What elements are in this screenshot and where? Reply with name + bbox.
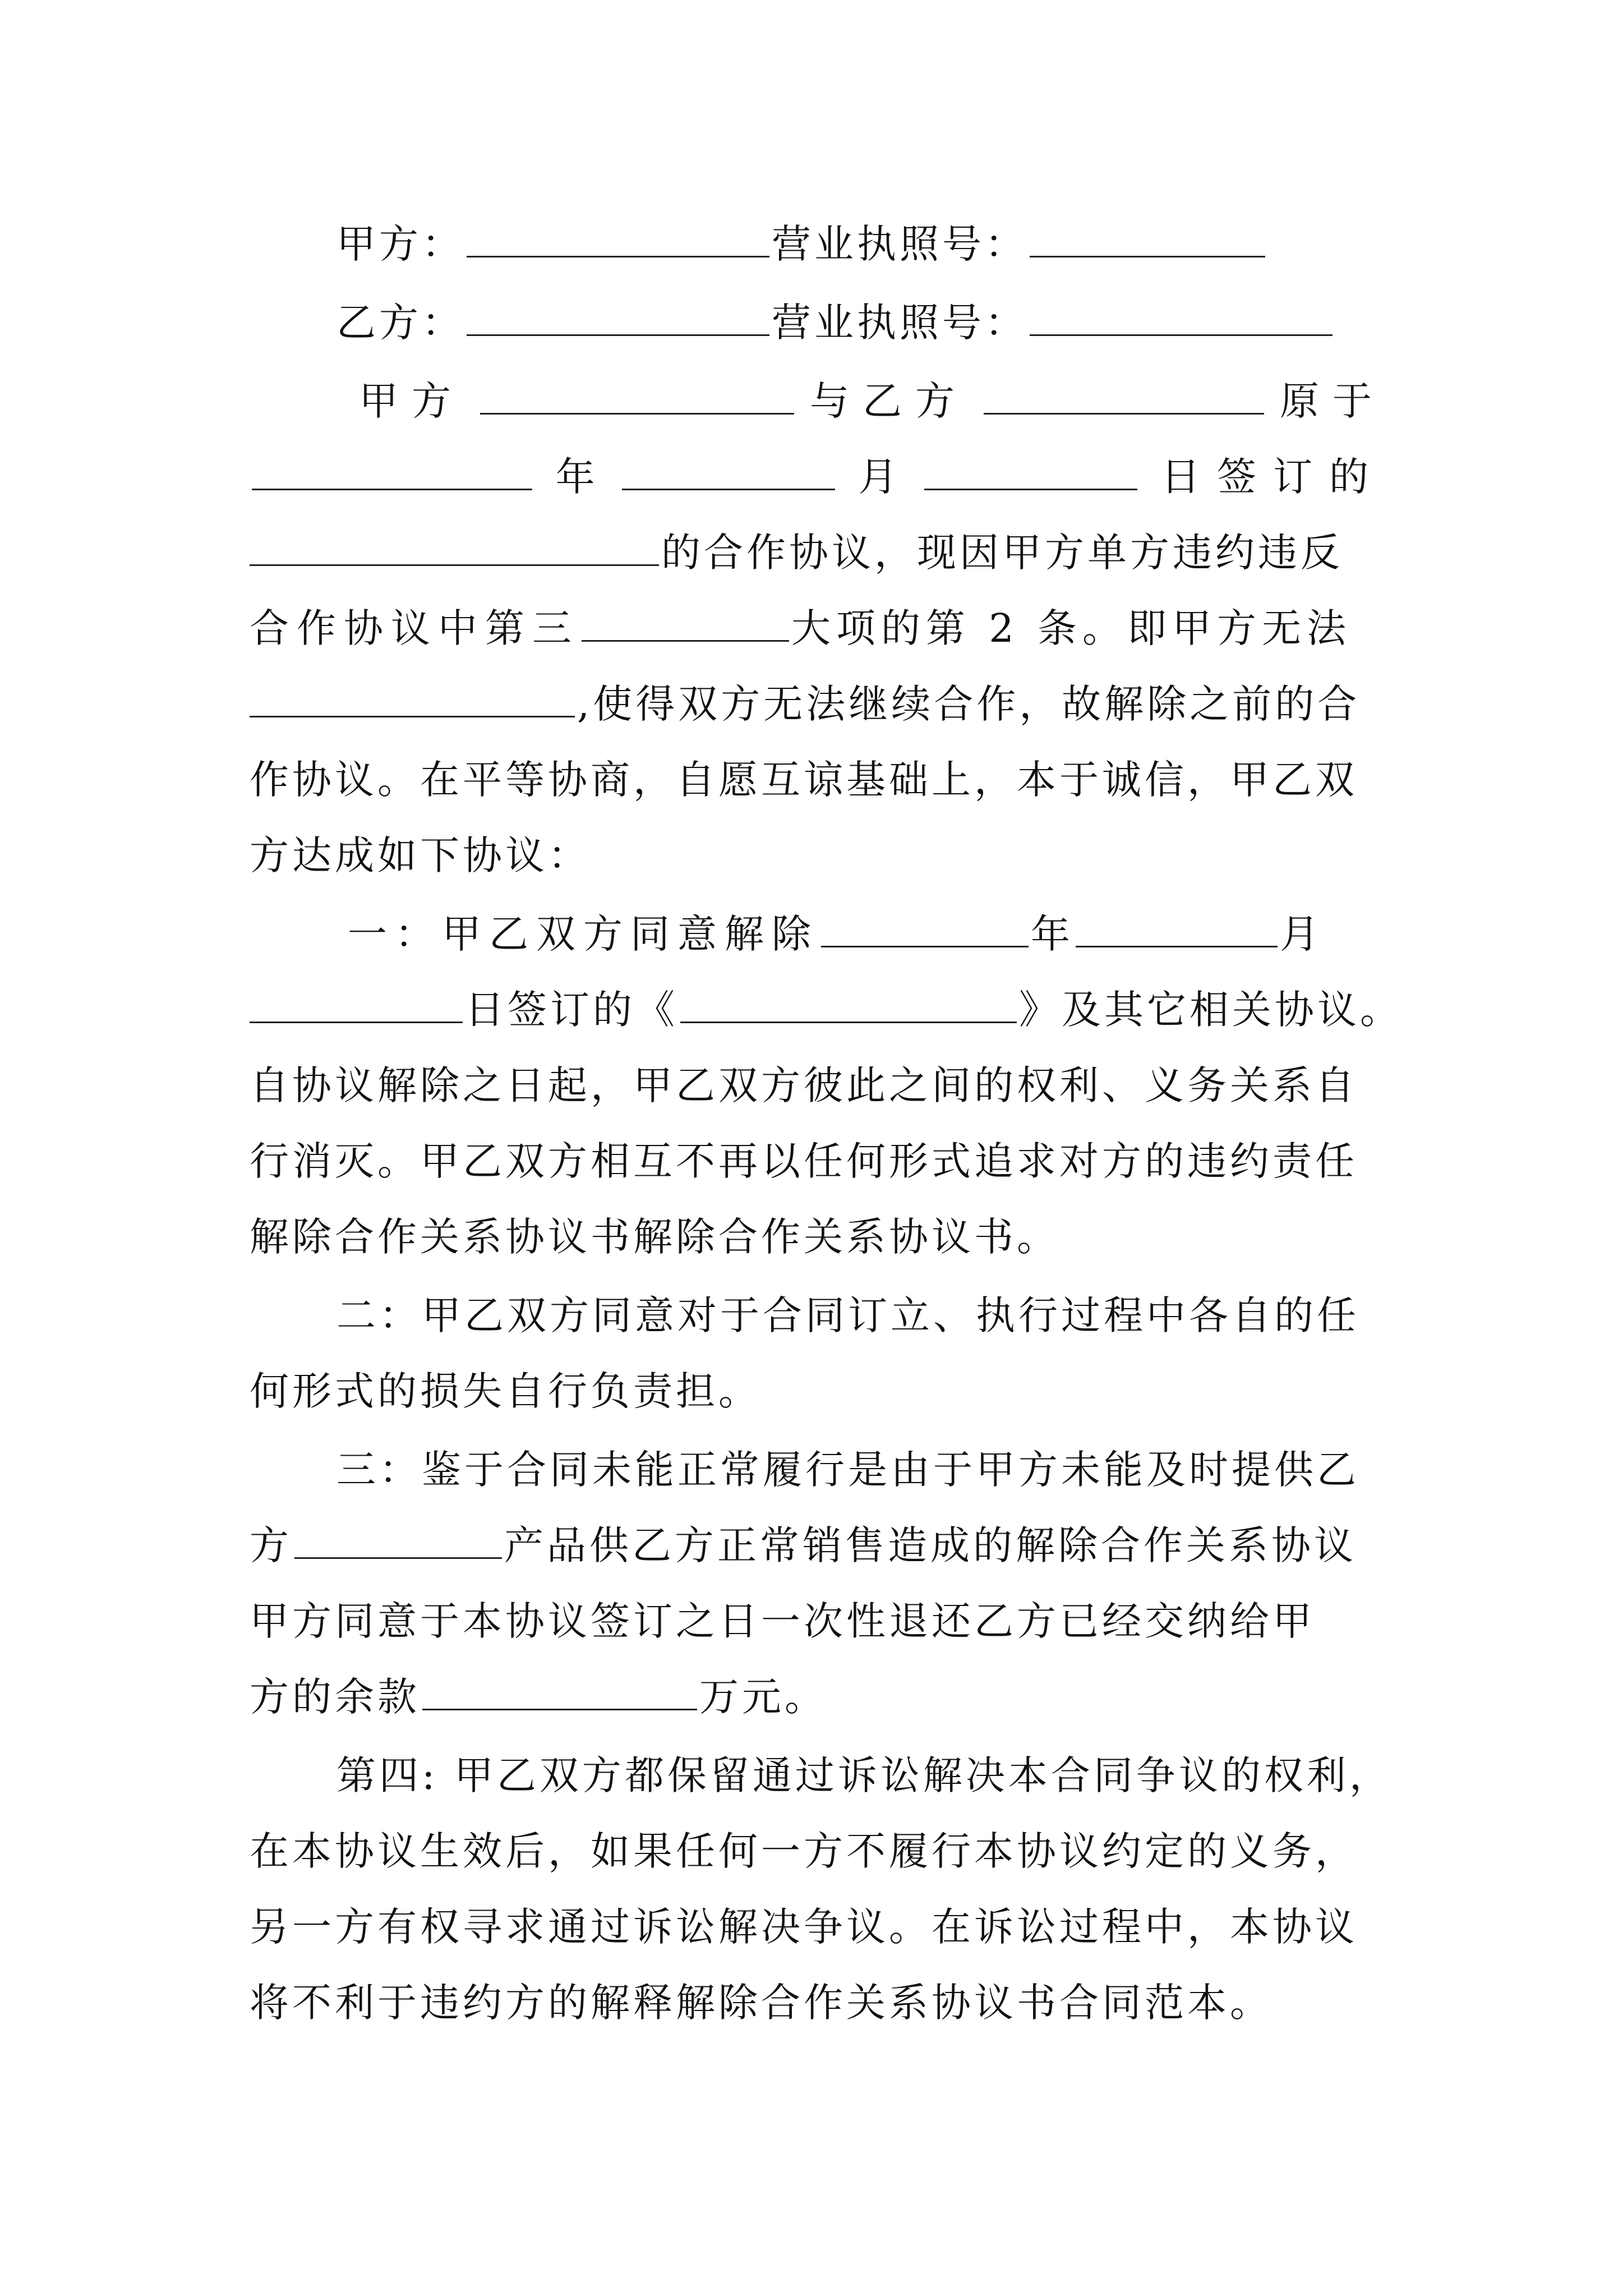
clause1-month-label: 月 xyxy=(1280,911,1322,957)
clause4-line-4 xyxy=(250,1975,1272,2031)
intro-line-4 xyxy=(250,600,1352,656)
clause3-amount-blank[interactable] xyxy=(422,1674,697,1710)
clause4-line-2-text: 在本协议生效后，如果任何一方不履行本协议约定的义务， xyxy=(250,1828,1358,1874)
clause1-month-blank[interactable] xyxy=(1076,911,1278,947)
clause1-line-3 xyxy=(250,1057,1358,1114)
clause1-line-2 xyxy=(250,982,1403,1038)
intro-party-a: 甲方 xyxy=(359,378,464,424)
clause3-line-3-text: 甲方同意于本协议签订之日一次性退还乙方已经交纳给甲 xyxy=(250,1598,1315,1644)
intro-line-2 xyxy=(250,449,1385,505)
intro-party-a-blank[interactable] xyxy=(480,378,794,415)
clause3-line-1-text: 三：鉴于合同未能正常履行是由于甲方未能及时提供乙 xyxy=(336,1447,1359,1493)
clause3-line-2-head: 方 xyxy=(250,1522,292,1568)
intro-originally: 原于 xyxy=(1280,378,1385,424)
intro-item-blank[interactable] xyxy=(582,605,789,642)
clause1-head: 一：甲乙双方同意解除 xyxy=(348,911,819,957)
party-a-name-blank[interactable] xyxy=(467,221,769,257)
party-b-license-blank[interactable] xyxy=(1030,300,1332,336)
clause3-line-2 xyxy=(250,1517,1357,1573)
clause2-line-2-text: 何形式的损失自行负责担。 xyxy=(250,1368,761,1414)
clause3-line-1 xyxy=(336,1442,1359,1498)
party-b-license-label: 营业执照号： xyxy=(772,300,1027,346)
intro-line-6-text: 作协议。在平等协商，自愿互谅基础上，本于诚信，甲乙双 xyxy=(250,757,1358,803)
intro-line-6 xyxy=(250,752,1358,808)
intro-month-blank[interactable] xyxy=(622,454,835,490)
clause1-line-3-text: 自协议解除之日起，甲乙双方彼此之间的权利、义务关系自 xyxy=(250,1062,1358,1108)
party-b-label: 乙方： xyxy=(336,300,464,346)
clause3-line-2-tail: 产品供乙方正常销售造成的解除合作关系协议 xyxy=(504,1522,1357,1568)
clause1-line-4 xyxy=(250,1133,1358,1189)
party-b-name-blank[interactable] xyxy=(467,300,769,336)
clause1-year-blank[interactable] xyxy=(821,911,1029,947)
clause1-line-2-tail: 》及其它相关协议。 xyxy=(1019,987,1403,1033)
intro-day-blank[interactable] xyxy=(924,454,1137,490)
intro-line-5 xyxy=(250,676,1360,732)
party-a-label: 甲方： xyxy=(336,221,464,267)
clause2-line-2 xyxy=(250,1363,761,1419)
intro-line-3-text: 的合作协议，现因甲方单方违约违反 xyxy=(661,530,1343,576)
clause2-line-1-text: 二：甲乙双方同意对于合同订立、执行过程中各自的任 xyxy=(336,1292,1359,1338)
clause3-line-4 xyxy=(250,1669,827,1725)
intro-agreement-name-blank[interactable] xyxy=(250,530,659,566)
intro-line-1 xyxy=(359,373,1385,429)
intro-line-5-text: ,使得双方无法继续合作，故解除之前的合 xyxy=(577,681,1361,727)
clause1-line-5 xyxy=(250,1209,1059,1265)
intro-line-7 xyxy=(250,827,591,884)
clause1-agreement-blank[interactable] xyxy=(680,987,1017,1023)
clause4-line-3 xyxy=(250,1899,1358,1955)
clause3-line-4-tail: 万元。 xyxy=(699,1674,827,1720)
clause4-line-1-text: 第四: 甲乙双方都保留通过诉讼解决本合同争议的权利， xyxy=(336,1752,1392,1798)
clause4-line-2 xyxy=(250,1823,1358,1879)
party-a-license-blank[interactable] xyxy=(1030,221,1265,257)
clause4-line-4-text: 将不利于违约方的解释解除合作关系协议书合同范本。 xyxy=(250,1980,1272,2026)
clause4-line-1 xyxy=(336,1747,1392,1803)
intro-year-blank[interactable] xyxy=(252,454,532,490)
intro-day-signed: 日签订的 xyxy=(1160,454,1385,500)
intro-line-3 xyxy=(250,524,1343,581)
intro-party-b-blank[interactable] xyxy=(984,378,1264,415)
intro-with-party-b: 与乙方 xyxy=(810,378,968,424)
intro-line-4-tail: 大项的第 2 条。即甲方无法 xyxy=(791,605,1352,651)
clause1-year-label: 年 xyxy=(1031,911,1073,957)
intro-month-label: 月 xyxy=(858,454,901,500)
clause3-line-4-head: 方的余款 xyxy=(250,1674,420,1720)
clause3-line-3 xyxy=(250,1593,1315,1649)
party-b-line xyxy=(336,295,1335,351)
clause1-line-4-text: 行消灭。甲乙双方相互不再以任何形式追求对方的违约责任 xyxy=(250,1138,1358,1184)
intro-year-label: 年 xyxy=(555,454,598,500)
party-a-license-label: 营业执照号： xyxy=(772,221,1027,267)
intro-reason-blank[interactable] xyxy=(250,681,575,717)
intro-line-4-head: 合作协议中第三 xyxy=(250,605,579,651)
party-a-line xyxy=(336,216,1267,272)
clause4-line-3-text: 另一方有权寻求通过诉讼解决争议。在诉讼过程中，本协议 xyxy=(250,1904,1358,1950)
clause3-product-blank[interactable] xyxy=(294,1522,502,1559)
clause1-line-1 xyxy=(348,906,1322,962)
clause2-line-1 xyxy=(336,1287,1359,1343)
clause1-signed-label: 日签订的《 xyxy=(465,987,678,1033)
clause1-day-blank[interactable] xyxy=(250,987,463,1023)
clause1-line-5-text: 解除合作关系协议书解除合作关系协议书。 xyxy=(250,1214,1059,1260)
intro-line-7-text: 方达成如下协议： xyxy=(250,832,591,878)
